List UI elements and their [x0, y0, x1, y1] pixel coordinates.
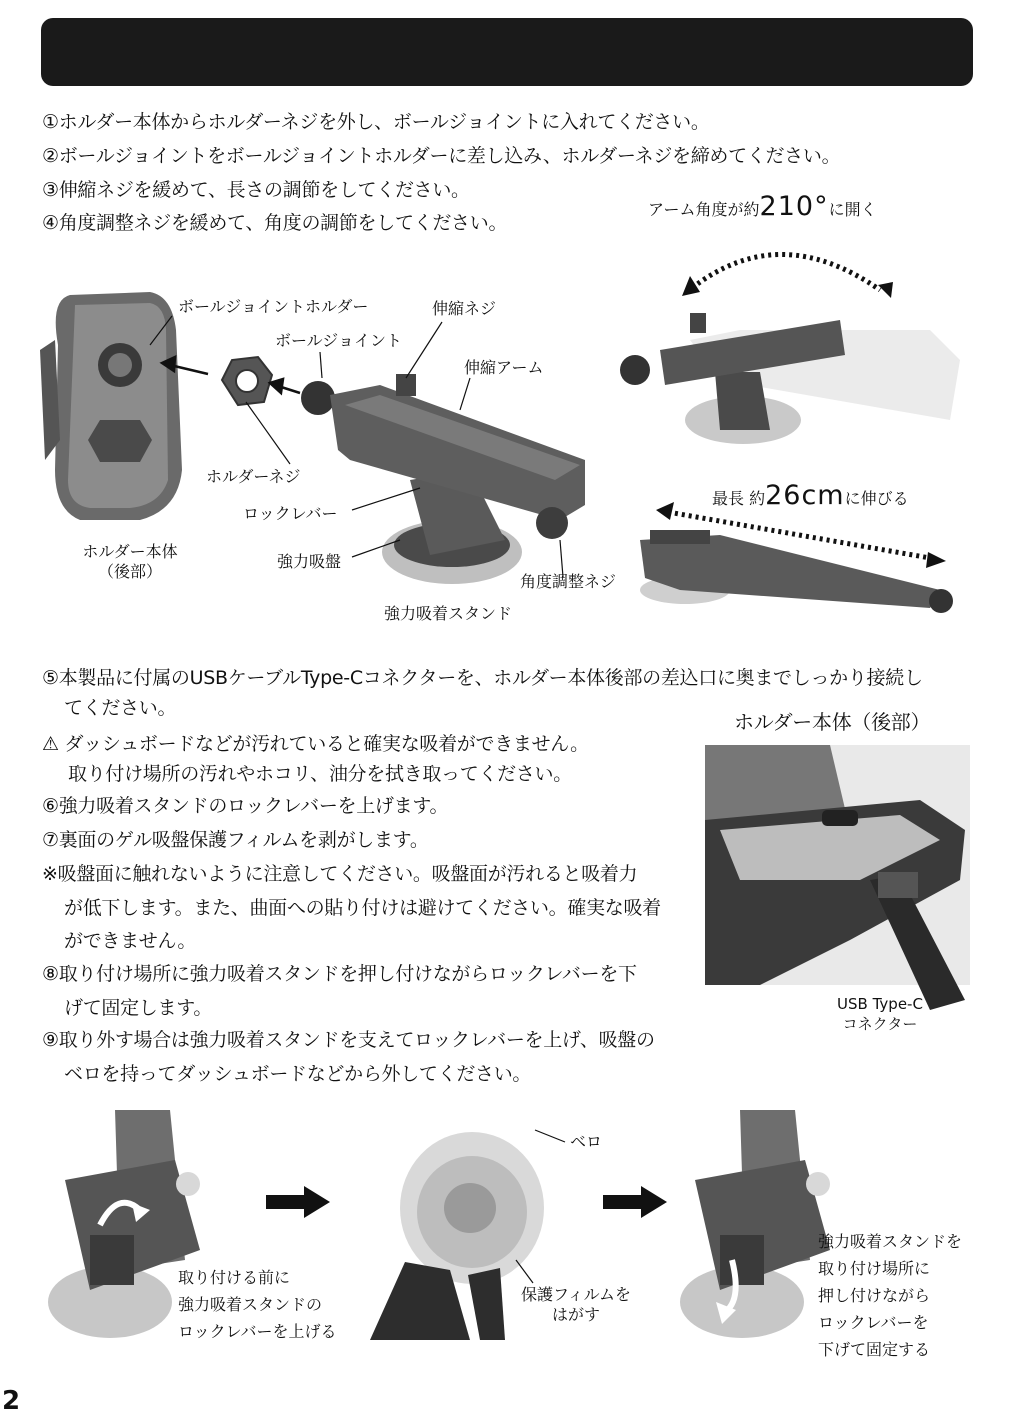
arm-angle-arrow [692, 254, 880, 290]
label-ball-joint: ボールジョイント [275, 331, 402, 350]
rear-connector-photo [705, 745, 970, 1010]
arm-angle-image [620, 313, 960, 444]
step-5-line-1: ⑤本製品に付属のUSBケーブルType-Cコネクターを、ホルダー本体後部の差込口に奥までしっかり接続し [42, 667, 923, 689]
warning-line-1: ⚠ ダッシュボードなどが汚れていると確実な吸着ができません。 [42, 733, 589, 755]
label-angle-screw: 角度調整ネジ [520, 572, 617, 591]
arm-angle-label: アーム角度が約210°に開く [648, 191, 877, 222]
step-9-line-1: ⑨取り外す場合は強力吸着スタンドを支えてロックレバーを上げ、吸盤の [42, 1029, 655, 1051]
caption-press-lower-lever: 強力吸着スタンドを 取り付け場所に 押し付けながら ロックレバーを 下げて固定する [818, 1232, 963, 1359]
caption-remove-film: 保護フィルムを はがす [520, 1285, 632, 1324]
holder-screw-image [222, 357, 272, 405]
step-2: ②ボールジョイントをボールジョイントホルダーに差し込み、ホルダーネジを締めてください。 [42, 145, 841, 167]
stand-image [301, 374, 585, 584]
page-number: 2 [2, 1386, 21, 1416]
bottom-photo-right [680, 1110, 830, 1338]
arm-length-label: 最長 約26cmに伸びる [712, 480, 909, 511]
arrow-step-2 [603, 1186, 667, 1218]
label-suction-cup: 強力吸盤 [277, 552, 342, 571]
label-holder-body: ホルダー本体 （後部） [82, 542, 178, 581]
holder-body-image [40, 292, 182, 520]
step-9-line-2: ベロを持ってダッシュボードなどから外してください。 [64, 1063, 532, 1085]
step-7: ⑦裏面のゲル吸盤保護フィルムを剥がします。 [42, 829, 429, 851]
connector-caption: USB Type-C コネクター [837, 995, 923, 1033]
label-ball-joint-holder: ボールジョイントホルダー [178, 297, 369, 316]
arm-length-image [640, 530, 953, 613]
note-line-3: ができません。 [64, 930, 197, 952]
warning-line-2: 取り付け場所の汚れやホコリ、油分を拭き取ってください。 [68, 763, 572, 785]
step-8-line-2: げて固定します。 [64, 997, 213, 1019]
arrow-step-1 [266, 1186, 330, 1218]
step-4: ④角度調整ネジを緩めて、角度の調節をしてください。 [42, 212, 508, 234]
note-line-1: ※吸盤面に触れないように注意してください。吸盤面が汚れると吸着力 [42, 863, 638, 885]
rear-photo-title: ホルダー本体（後部） [734, 710, 931, 734]
step-5-line-2: てください。 [64, 697, 177, 719]
label-lock-lever: ロックレバー [243, 504, 338, 523]
label-tab: ベロ [570, 1132, 603, 1151]
step-3: ③伸縮ネジを緩めて、長さの調節をしてください。 [42, 179, 470, 201]
note-line-2: が低下します。また、曲面への貼り付けは避けてください。確実な吸着 [64, 897, 661, 919]
step-1: ①ホルダー本体からホルダーネジを外し、ボールジョイントに入れてください。 [42, 111, 710, 133]
caption-lift-lever: 取り付ける前に 強力吸着スタンドの ロックレバーを上げる [178, 1268, 337, 1341]
label-holder-screw: ホルダーネジ [206, 467, 301, 486]
label-suction-stand: 強力吸着スタンド [384, 604, 513, 623]
label-extension-screw: 伸縮ネジ [432, 299, 497, 318]
step-6: ⑥強力吸着スタンドのロックレバーを上げます。 [42, 795, 449, 817]
step-8-line-1: ⑧取り付け場所に強力吸着スタンドを押し付けながらロックレバーを下 [42, 963, 637, 985]
label-extension-arm: 伸縮アーム [464, 358, 544, 377]
